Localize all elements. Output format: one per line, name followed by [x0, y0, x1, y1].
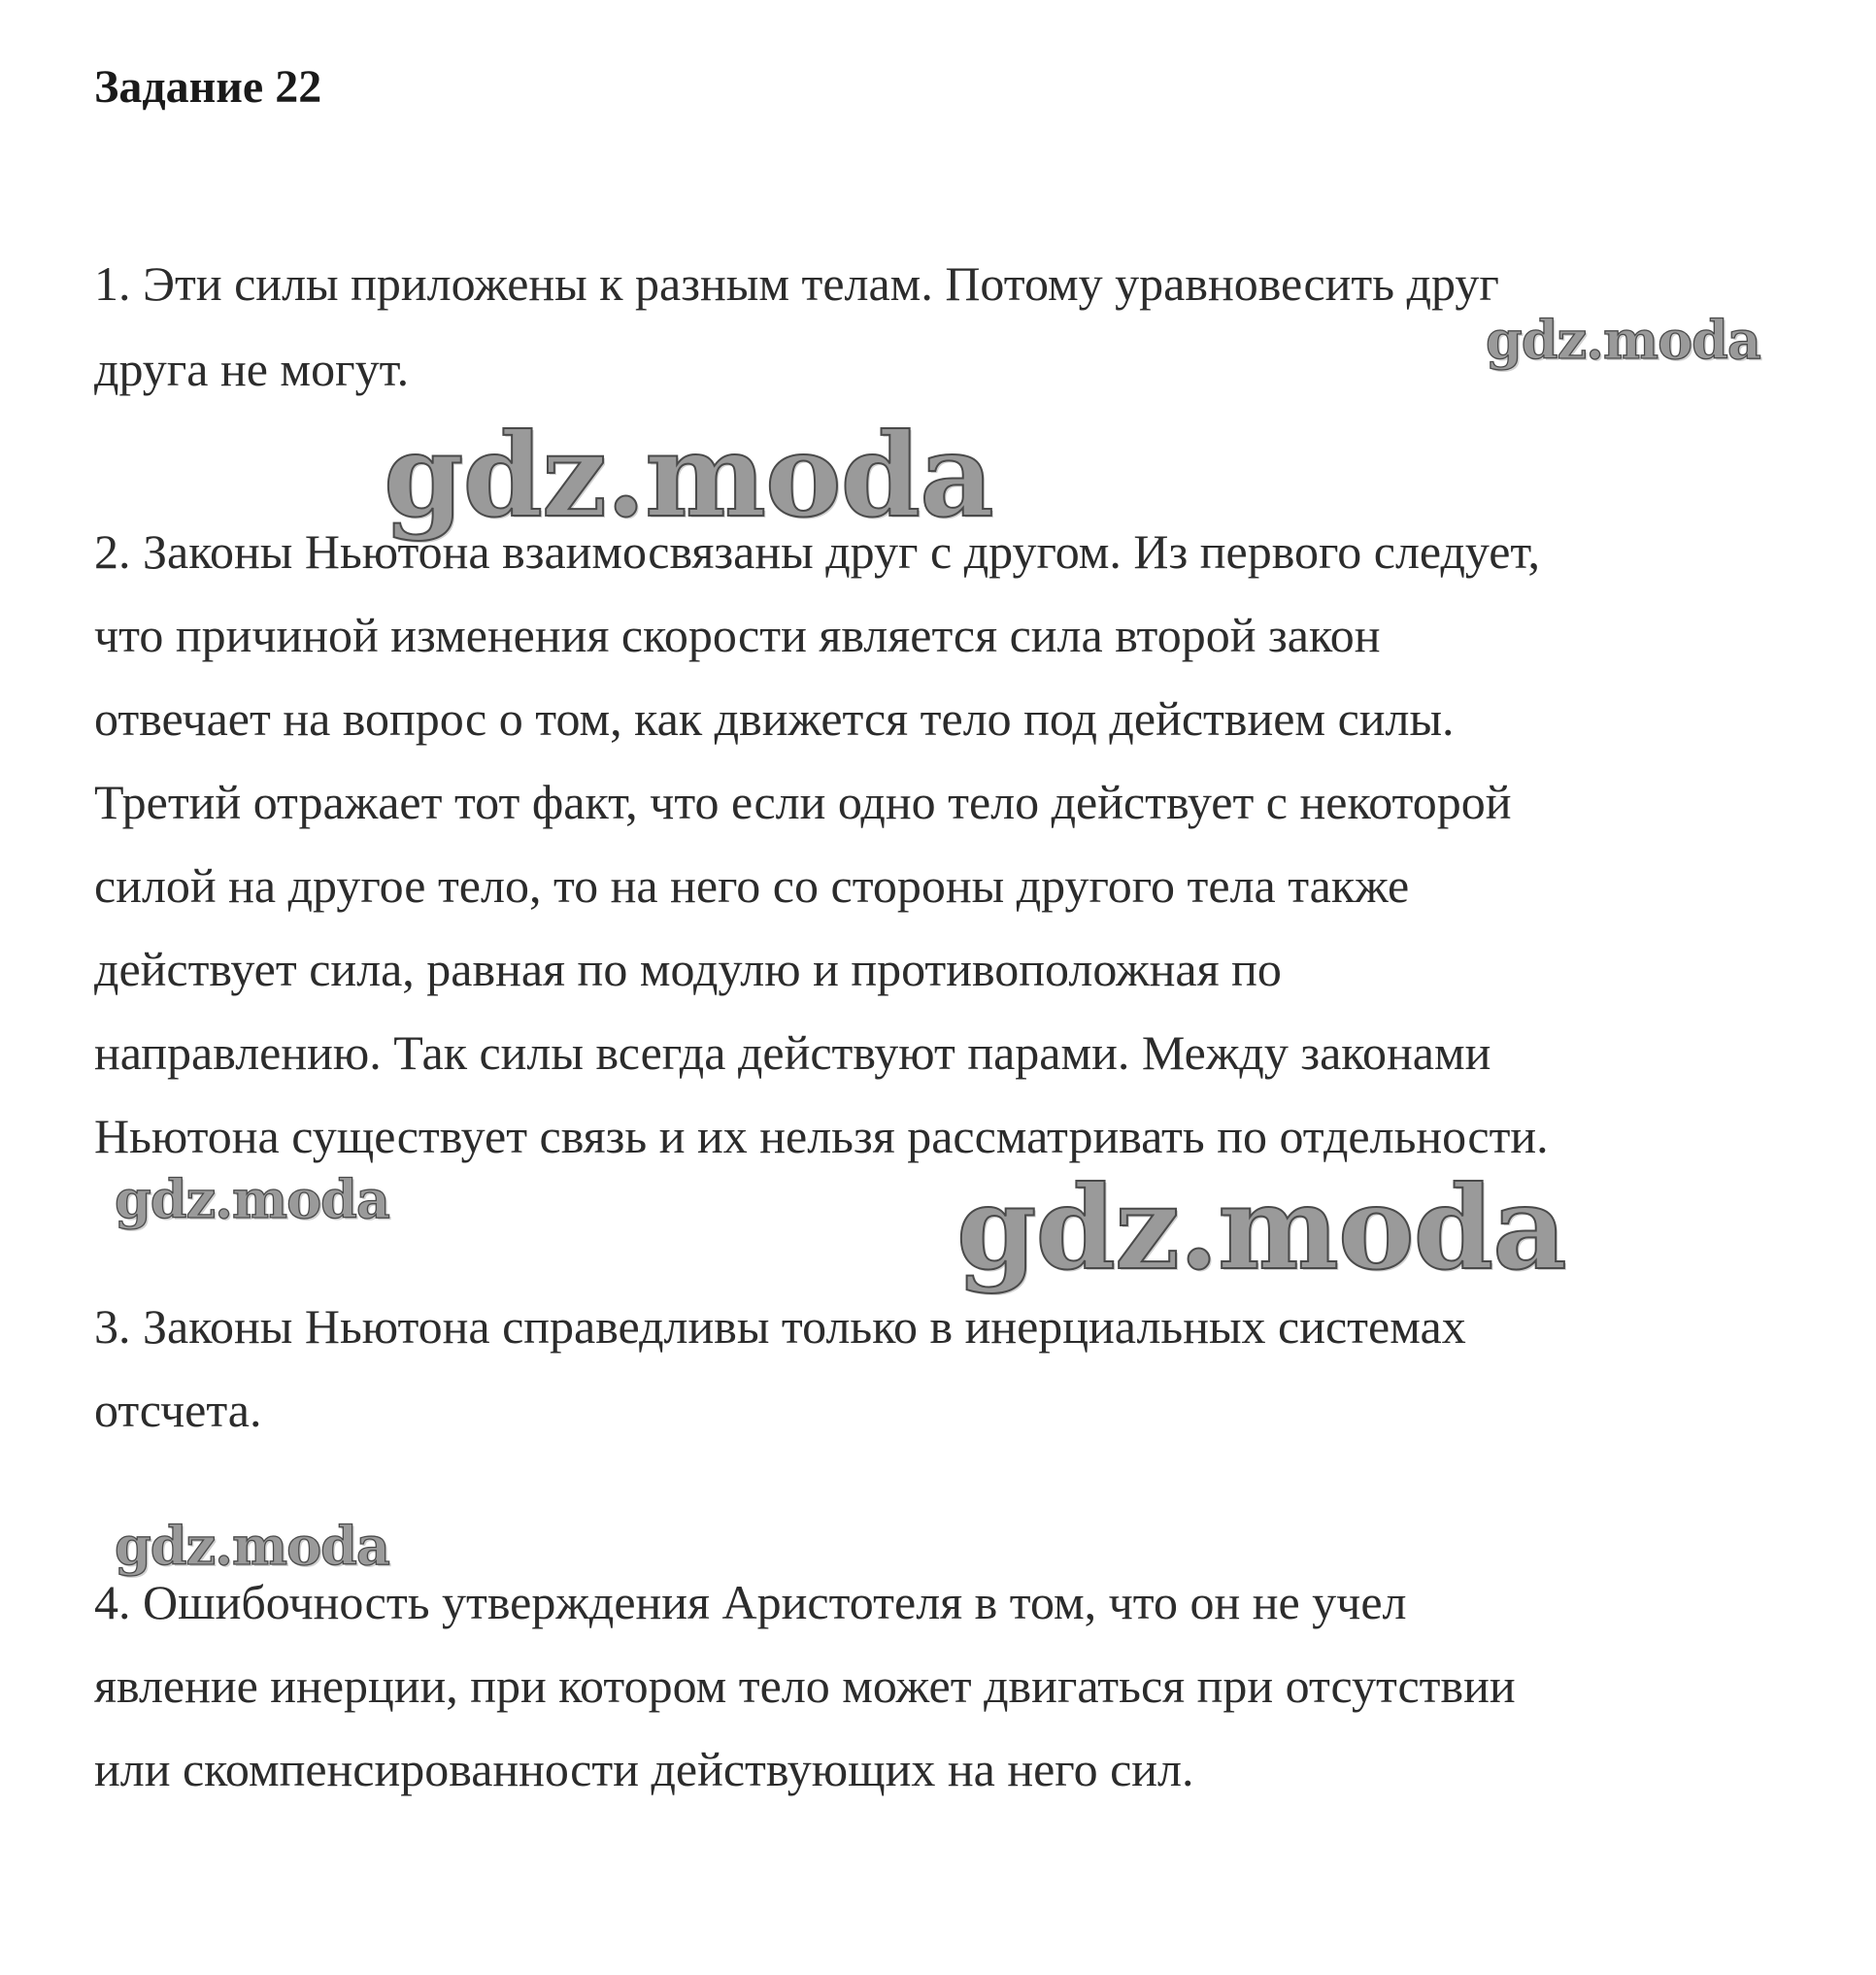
answer-4-line-2: явление инерции, при котором тело может двигаться при отсутствии — [94, 1658, 1516, 1713]
answer-2-line-2: что причиной изменения скорости является сила второй закон — [94, 608, 1381, 662]
answer-2-line-3: отвечает на вопрос о том, как движется тело под действием силы. — [94, 691, 1455, 746]
answer-1-line-1: 1. Эти силы приложены к разным телам. Потому уравновесить друг — [94, 256, 1499, 311]
answer-3-line-2: отсчета. — [94, 1383, 262, 1437]
answer-1-line-2: друга не могут. — [94, 342, 410, 396]
answer-2-line-1: 2. Законы Ньютона взаимосвязаны друг с другом. Из первого следует, — [94, 524, 1541, 579]
answer-4-line-3: или скомпенсированности действующих на него сил. — [94, 1742, 1194, 1796]
answer-3-line-1: 3. Законы Ньютона справедливы только в инерциальных системах — [94, 1299, 1466, 1354]
watermark: gdz.moda — [384, 408, 993, 543]
answer-2-line-8: Ньютона существует связь и их нельзя рассматривать по отдельности. — [94, 1109, 1549, 1163]
watermark: gdz.moda — [956, 1160, 1566, 1295]
answer-4-line-1: 4. Ошибочность утверждения Аристотеля в том, что он не учел — [94, 1575, 1407, 1629]
answer-2-line-7: направлению. Так силы всегда действуют парами. Между законами — [94, 1025, 1491, 1080]
watermark: gdz.moda — [115, 1168, 389, 1230]
answer-2-line-5: силой на другое тело, то на него со стороны другого тела также — [94, 858, 1410, 913]
answer-2-line-4: Третий отражает тот факт, что если одно тело действует с некоторой — [94, 775, 1512, 829]
page-title: Задание 22 — [94, 61, 322, 113]
answer-2-line-6: действует сила, равная по модулю и противоположная по — [94, 942, 1282, 996]
watermark: gdz.moda — [115, 1515, 389, 1577]
watermark: gdz.moda — [1486, 309, 1760, 371]
